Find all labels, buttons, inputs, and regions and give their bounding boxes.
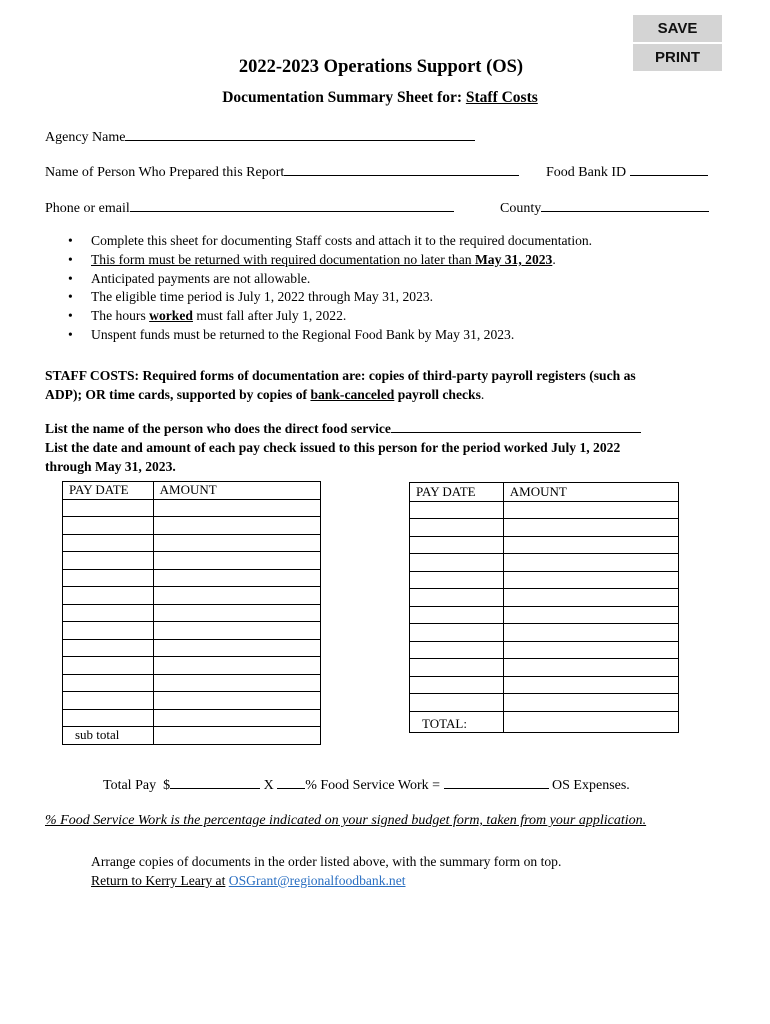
- amount-header: AMOUNT: [503, 483, 678, 502]
- table-row: [63, 569, 321, 587]
- amount-cell[interactable]: [503, 501, 678, 519]
- agency-name-row: [45, 128, 475, 146]
- amount-cell[interactable]: [503, 624, 678, 642]
- table-row: [63, 622, 321, 640]
- table-header-row: [63, 482, 321, 500]
- pay-date-cell[interactable]: [63, 657, 154, 675]
- table-row: [410, 676, 679, 694]
- deadline-text: This form must be returned with required documentation no later than May 31, 2023: [91, 251, 553, 267]
- arrange-text: Arrange copies of documents in the order listed above, with the summary form on top.: [91, 854, 562, 869]
- table-row: [410, 589, 679, 607]
- preparer-label: Name of Person Who Prepared this Report: [45, 165, 285, 180]
- list-item: • Complete this sheet for documenting Staff costs and attach it to the required documentation.: [68, 232, 758, 251]
- return-text: Return to Kerry Leary at: [91, 873, 226, 888]
- food-bank-id-field[interactable]: [630, 163, 708, 176]
- amount-cell[interactable]: [503, 571, 678, 589]
- email-link[interactable]: OSGrant@regionalfoodbank.net: [228, 873, 406, 888]
- amount-cell[interactable]: [503, 536, 678, 554]
- table-row: [63, 657, 321, 675]
- table-row: [410, 554, 679, 572]
- preparer-field[interactable]: [284, 163, 519, 176]
- table-row: [410, 606, 679, 624]
- pay-date-cell[interactable]: [410, 571, 504, 589]
- amount-cell[interactable]: [153, 674, 320, 692]
- table-row: [63, 534, 321, 552]
- table-row: [410, 659, 679, 677]
- amount-cell[interactable]: [503, 554, 678, 572]
- phone-label: Phone or email: [45, 201, 130, 216]
- total-cell[interactable]: [503, 711, 678, 732]
- list-item: • The eligible time period is July 1, 2022 through May 31, 2023.: [68, 288, 758, 307]
- table-header-row: [410, 483, 679, 502]
- pay-date-cell[interactable]: [63, 534, 154, 552]
- amount-cell[interactable]: [153, 709, 320, 727]
- subtotal-row: [63, 727, 321, 745]
- os-expenses-label: OS Expenses.: [552, 778, 630, 793]
- subtitle-topic: Staff Costs: [465, 89, 538, 106]
- amount-cell[interactable]: [153, 499, 320, 517]
- total-pay-label: Total Pay: [103, 778, 157, 793]
- food-service-note: % Food Service Work is the percentage indicated on your signed budget form, taken from your application.: [45, 813, 647, 828]
- amount-cell[interactable]: [153, 639, 320, 657]
- amount-cell[interactable]: [153, 657, 320, 675]
- preparer-row: [45, 163, 519, 181]
- county-field[interactable]: [541, 199, 709, 212]
- table-row: [63, 639, 321, 657]
- county-label: County: [500, 201, 542, 216]
- pay-date-cell[interactable]: [63, 709, 154, 727]
- food-bank-id-row: [546, 163, 708, 181]
- pay-date-cell[interactable]: [63, 692, 154, 710]
- total-pay-row: [103, 776, 630, 794]
- table-row: [63, 674, 321, 692]
- table-row: [410, 641, 679, 659]
- amount-cell[interactable]: [503, 519, 678, 537]
- amount-header: AMOUNT: [153, 482, 320, 500]
- pay-date-cell[interactable]: [410, 606, 504, 624]
- table-row: [410, 571, 679, 589]
- os-expenses-field[interactable]: [444, 776, 549, 789]
- pay-date-cell[interactable]: [63, 604, 154, 622]
- food-bank-id-label: Food Bank ID: [546, 165, 627, 180]
- amount-cell[interactable]: [153, 692, 320, 710]
- amount-cell[interactable]: [503, 589, 678, 607]
- table-row: [63, 587, 321, 605]
- table-row: [63, 552, 321, 570]
- table-row: [63, 692, 321, 710]
- pay-date-cell[interactable]: [410, 659, 504, 677]
- agency-name-label: Agency Name: [45, 130, 126, 145]
- table-row: [63, 499, 321, 517]
- table-row: [410, 694, 679, 712]
- pay-date-cell[interactable]: [410, 519, 504, 537]
- total-row: [410, 711, 679, 732]
- table-row: [410, 501, 679, 519]
- pay-table-left: [62, 481, 321, 745]
- pay-date-cell[interactable]: [63, 569, 154, 587]
- date-amount-line1: List the date and amount of each pay check issued to this person for the period worked July 1, 2022: [45, 440, 621, 455]
- subtotal-label: sub total: [63, 727, 154, 745]
- percent-label: % Food Service Work =: [305, 778, 441, 793]
- pay-date-cell[interactable]: [63, 499, 154, 517]
- amount-cell[interactable]: [503, 694, 678, 712]
- staff-costs-paragraph: STAFF COSTS: Required forms of documentation are: copies of third-party payroll registers (such as ADP); OR time cards, supported by copies of bank-canceled payroll checks.: [45, 368, 636, 402]
- amount-cell[interactable]: [153, 604, 320, 622]
- dollar-sign: $: [163, 778, 171, 793]
- agency-name-field[interactable]: [125, 128, 475, 141]
- amount-cell[interactable]: [153, 569, 320, 587]
- pay-date-header: PAY DATE: [410, 483, 504, 502]
- list-item: • This form must be returned with required documentation no later than May 31, 2023.: [68, 251, 758, 270]
- pay-date-cell[interactable]: [63, 674, 154, 692]
- pay-date-cell[interactable]: [63, 552, 154, 570]
- percent-field[interactable]: [277, 776, 305, 789]
- direct-food-service-field[interactable]: [391, 420, 641, 433]
- amount-cell[interactable]: [153, 552, 320, 570]
- list-item: • Unspent funds must be returned to the Regional Food Bank by May 31, 2023.: [68, 326, 758, 345]
- pay-date-header: PAY DATE: [63, 482, 154, 500]
- county-row: [500, 199, 709, 217]
- amount-cell[interactable]: [503, 641, 678, 659]
- pay-date-cell[interactable]: [410, 589, 504, 607]
- instructions-list: [68, 232, 758, 345]
- pay-date-cell[interactable]: [410, 624, 504, 642]
- pay-date-cell[interactable]: [63, 622, 154, 640]
- table-row: [410, 519, 679, 537]
- pay-date-cell[interactable]: [63, 587, 154, 605]
- save-button[interactable]: SAVE: [633, 15, 722, 42]
- pay-date-cell[interactable]: [410, 694, 504, 712]
- pay-date-cell[interactable]: [410, 676, 504, 694]
- subtotal-cell[interactable]: [153, 727, 320, 745]
- subtitle-prefix: Documentation Summary Sheet for:: [222, 89, 462, 106]
- amount-cell[interactable]: [153, 587, 320, 605]
- pay-table-right: [409, 482, 679, 733]
- amount-cell[interactable]: [503, 606, 678, 624]
- total-pay-field[interactable]: [170, 776, 260, 789]
- pay-date-cell[interactable]: [410, 554, 504, 572]
- total-label: TOTAL:: [410, 711, 504, 732]
- pay-date-cell[interactable]: [410, 536, 504, 554]
- amount-cell[interactable]: [153, 517, 320, 535]
- list-item: • Anticipated payments are not allowable.: [68, 270, 758, 289]
- date-amount-line2: through May 31, 2023.: [45, 459, 176, 474]
- pay-date-cell[interactable]: [63, 639, 154, 657]
- table-row: [410, 536, 679, 554]
- table-row: [63, 517, 321, 535]
- print-button[interactable]: PRINT: [633, 44, 722, 71]
- times-sign: X: [263, 778, 274, 793]
- pay-date-cell[interactable]: [410, 641, 504, 659]
- page-subtitle: [0, 89, 765, 107]
- list-item: • The hours worked must fall after July 1, 2022.: [68, 307, 758, 326]
- footer-instructions: [91, 852, 561, 890]
- direct-food-service-label: List the name of the person who does the direct food service: [45, 421, 391, 436]
- phone-field[interactable]: [130, 199, 454, 212]
- amount-cell[interactable]: [503, 676, 678, 694]
- table-row: [63, 709, 321, 727]
- table-row: [410, 624, 679, 642]
- table-row: [63, 604, 321, 622]
- amount-cell[interactable]: [153, 622, 320, 640]
- amount-cell[interactable]: [503, 659, 678, 677]
- list-instructions: [45, 419, 755, 476]
- page-title: 2022-2023 Operations Support (OS): [238, 57, 524, 77]
- pay-date-cell[interactable]: [63, 517, 154, 535]
- pay-date-cell[interactable]: [410, 501, 504, 519]
- phone-row: [45, 199, 454, 217]
- amount-cell[interactable]: [153, 534, 320, 552]
